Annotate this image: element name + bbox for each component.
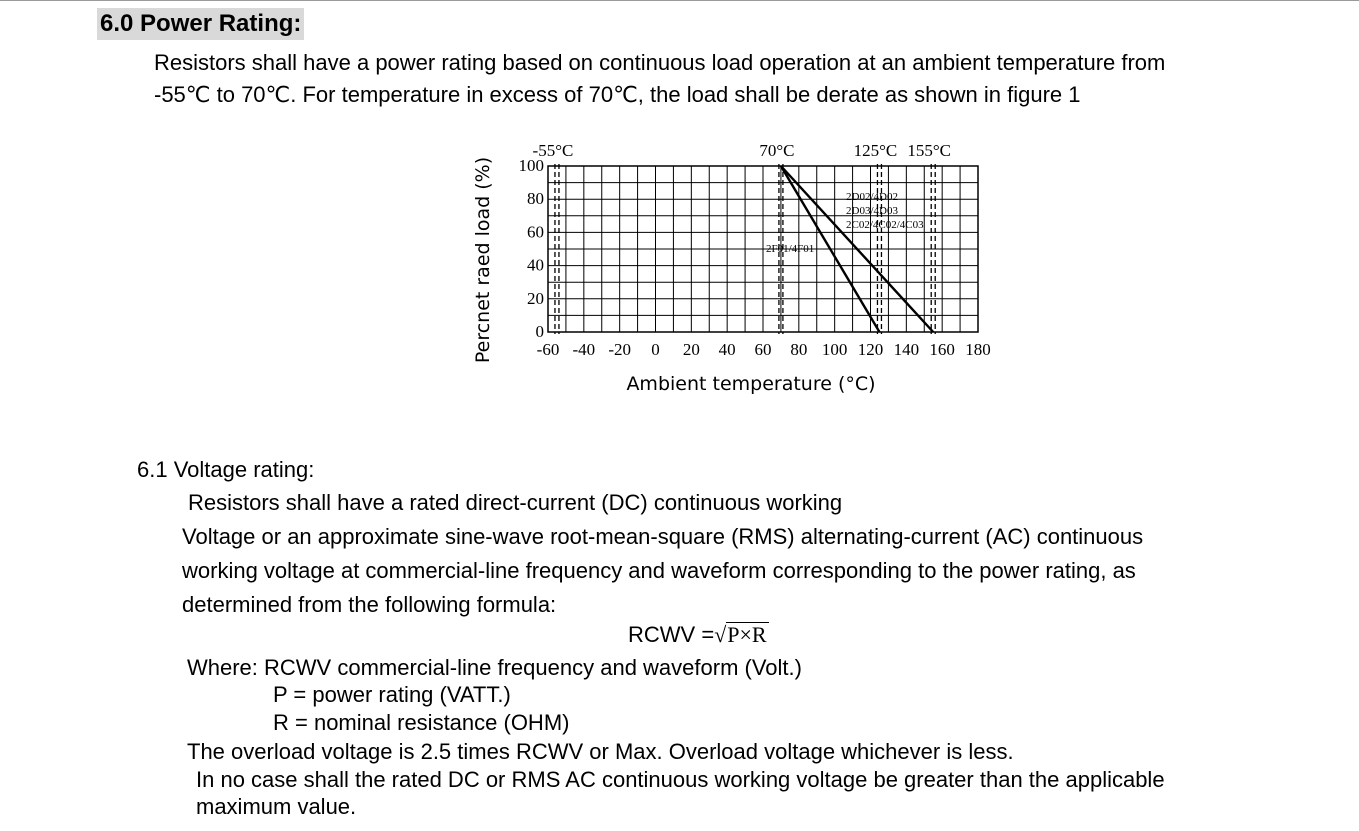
x-tick-label: -40 [572, 340, 596, 359]
nocase-line-2: maximum value. [196, 794, 357, 819]
x-tick-label: -60 [536, 340, 560, 359]
y-tick-label: 100 [518, 156, 544, 175]
annotation-2c02: 2C02/4C02/4C03 [846, 219, 924, 231]
voltage-line-3: working voltage at commercial-line frequency and waveform corresponding to the power rating, as [182, 558, 1136, 583]
chart-grid [548, 166, 978, 332]
voltage-heading: 6.1 Voltage rating: [137, 457, 315, 482]
x-tick-label: -20 [608, 340, 632, 359]
radical-sign: √ [714, 622, 727, 647]
section-heading: 6.0 Power Rating: [97, 8, 304, 40]
x-tick-label: 0 [651, 340, 660, 359]
x-tick-label: 20 [682, 340, 700, 359]
x-tick-label: 140 [893, 340, 920, 359]
r-definition: R = nominal resistance (OHM) [273, 710, 570, 735]
y-tick-label: 40 [527, 255, 544, 275]
p-definition: P = power rating (VATT.) [273, 682, 511, 707]
chart-y-axis-label: Percnet raed load (%) [472, 156, 494, 364]
top-temperature-label: -55°C [532, 141, 574, 160]
x-tick-label: 120 [857, 340, 884, 359]
top-temperature-label: 155°C [907, 141, 952, 160]
x-tick-label: 180 [965, 340, 991, 359]
where-line: Where: RCWV commercial-line frequency and waveform (Volt.) [187, 655, 802, 680]
y-tick-label: 80 [527, 189, 544, 209]
rcwv-formula [628, 620, 769, 650]
y-tick-label: 60 [527, 222, 544, 242]
overload-line: The overload voltage is 2.5 times RCWV or Max. Overload voltage whichever is less. [187, 739, 1014, 764]
formula-lhs: RCWV = [628, 622, 715, 647]
top-temperature-label: 125°C [853, 141, 898, 160]
top-border-line [0, 0, 1359, 1]
intro-line-2: -55℃ to 70℃. For temperature in excess of 70℃, the load shall be derate as shown in figure 1 [154, 82, 1081, 107]
x-tick-label: 160 [929, 340, 955, 359]
chart-x-axis-label: Ambient temperature (°C) [626, 373, 876, 395]
formula-radicand: P×R [727, 622, 767, 647]
annotation-2d03: 2D03/4D03 [846, 205, 898, 217]
voltage-line-4: determined from the following formula: [182, 592, 557, 617]
x-tick-label: 80 [790, 340, 808, 359]
voltage-line-2: Voltage or an approximate sine-wave root-mean-square (RMS) alternating-current (AC) continuous [182, 524, 1144, 549]
top-temperature-label: 70°C [759, 141, 795, 160]
annotation-2f01: 2F01/4F01 [766, 243, 815, 255]
voltage-line-1: Resistors shall have a rated direct-current (DC) continuous working [188, 490, 843, 515]
x-tick-label: 60 [754, 340, 772, 359]
annotation-2d02: 2D02/4D02 [846, 191, 898, 203]
chart-ticks [519, 141, 991, 359]
intro-line-1: Resistors shall have a power rating based on continuous load operation at an ambient temperature from [154, 50, 1166, 75]
y-tick-label: 20 [527, 288, 544, 308]
power-derating-chart [460, 130, 1020, 410]
nocase-line-1: In no case shall the rated DC or RMS AC continuous working voltage be greater than the applicable [196, 767, 1165, 792]
y-tick-label: 0 [535, 322, 544, 341]
x-tick-label: 100 [821, 340, 848, 359]
x-tick-label: 40 [718, 340, 736, 359]
